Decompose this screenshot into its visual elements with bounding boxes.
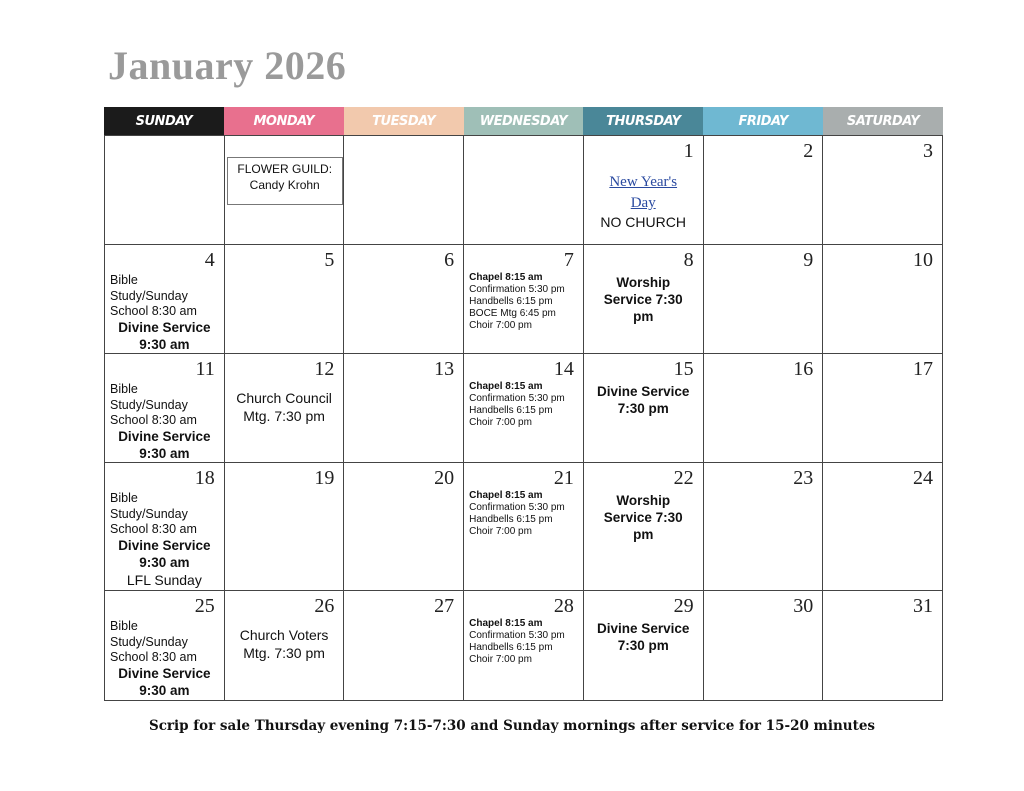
- day-cell: [105, 354, 225, 463]
- flower-guild-text: FLOWER GUILD:: [237, 162, 333, 176]
- day-number: 19: [314, 467, 335, 489]
- day-cell: [584, 354, 704, 463]
- calendar-grid: [104, 135, 943, 701]
- event-text: Chapel 8:15 am: [469, 618, 543, 629]
- weekday-header-wednesday: WEDNESDAY: [464, 107, 584, 135]
- day-cell: [464, 245, 584, 354]
- event-text: Chapel 8:15 am: [469, 490, 543, 501]
- month-title: January 2026: [108, 43, 347, 88]
- event-text: Service 7:30: [603, 509, 683, 525]
- day-cell: [225, 136, 345, 245]
- event-text: Service 7:30: [603, 291, 683, 307]
- day-cell: [105, 136, 225, 245]
- day-cell: [344, 463, 464, 591]
- day-number: 18: [194, 467, 215, 489]
- event-list: [589, 172, 698, 232]
- event-text: Mtg. 7:30 pm: [243, 407, 325, 424]
- event-list: [230, 390, 339, 425]
- event-text: Worship: [616, 493, 671, 508]
- day-cell: [584, 463, 704, 591]
- event-text: Bible: [110, 382, 138, 396]
- event-text: Church Voters: [239, 627, 329, 643]
- day-number: 17: [913, 358, 933, 380]
- day-cell: [823, 245, 943, 354]
- event-text: Confirmation 5:30 pm: [469, 284, 565, 295]
- event-text: 9:30 am: [139, 554, 190, 570]
- day-number: 27: [434, 595, 455, 617]
- event-text: Handbells 6:15 pm: [469, 296, 553, 307]
- event-text: 7:30 pm: [617, 400, 669, 416]
- day-number: 7: [563, 249, 574, 271]
- day-number: 22: [673, 467, 694, 489]
- event-text: Study/Sunday: [110, 506, 188, 521]
- day-cell: [225, 354, 345, 463]
- event-text: Choir 7:00 pm: [469, 526, 532, 537]
- day-cell: [584, 136, 704, 245]
- day-cell: [105, 463, 225, 591]
- event-text: Confirmation 5:30 pm: [469, 393, 565, 404]
- day-number: 4: [204, 249, 215, 271]
- day-cell: [704, 354, 824, 463]
- holiday-link[interactable]: New Year's: [609, 174, 678, 190]
- day-cell: [464, 136, 584, 245]
- day-number: 5: [324, 249, 335, 271]
- event-list: [110, 491, 219, 589]
- event-text: Choir 7:00 pm: [469, 320, 532, 331]
- day-cell: [823, 354, 943, 463]
- day-number: 25: [194, 595, 215, 617]
- day-cell: [225, 591, 345, 701]
- day-number: 29: [673, 595, 694, 617]
- event-text: Divine Service: [118, 665, 211, 681]
- day-number: 28: [553, 595, 574, 617]
- day-cell: [344, 591, 464, 701]
- event-list: [469, 490, 578, 538]
- event-text: 9:30 am: [139, 445, 190, 461]
- event-text: Handbells 6:15 pm: [469, 405, 553, 416]
- event-text: Worship: [616, 275, 671, 290]
- day-cell: [704, 591, 824, 701]
- day-cell: [584, 245, 704, 354]
- event-text: Chapel 8:15 am: [469, 272, 543, 283]
- day-cell: [704, 245, 824, 354]
- event-text: pm: [633, 526, 654, 542]
- day-cell: [225, 245, 345, 354]
- day-cell: [823, 136, 943, 245]
- day-number: 23: [793, 467, 814, 489]
- event-list: [589, 493, 698, 544]
- event-list: [110, 273, 219, 354]
- event-list: [589, 621, 698, 655]
- day-number: 11: [195, 358, 215, 380]
- day-cell: [584, 591, 704, 701]
- event-list: [589, 384, 698, 418]
- day-number: 14: [553, 358, 574, 380]
- day-number: 24: [913, 467, 933, 489]
- event-text: Choir 7:00 pm: [469, 654, 532, 665]
- event-text: LFL Sunday: [126, 571, 202, 588]
- day-number: 1: [683, 140, 694, 162]
- day-number: 15: [673, 358, 694, 380]
- event-list: [469, 618, 578, 666]
- day-cell: [704, 136, 824, 245]
- event-text: Study/Sunday: [110, 634, 188, 649]
- weekday-header-monday: MONDAY: [224, 107, 344, 135]
- day-cell: [344, 354, 464, 463]
- day-number: 3: [923, 140, 933, 162]
- event-list: [469, 381, 578, 429]
- day-cell: [704, 463, 824, 591]
- flower-guild-box: [227, 157, 343, 205]
- event-text: School 8:30 am: [110, 522, 197, 537]
- event-text: Bible: [110, 619, 138, 633]
- event-list: [110, 619, 219, 700]
- event-text: Divine Service: [118, 537, 211, 553]
- day-cell: [823, 591, 943, 701]
- day-number: 9: [803, 249, 814, 271]
- event-text: School 8:30 am: [110, 304, 197, 319]
- day-cell: [105, 245, 225, 354]
- event-text: Divine Service: [597, 621, 690, 636]
- event-text: Divine Service: [597, 384, 690, 399]
- day-cell: [464, 354, 584, 463]
- event-text: Confirmation 5:30 pm: [469, 630, 565, 641]
- day-number: 6: [444, 249, 455, 271]
- event-text: Study/Sunday: [110, 397, 188, 412]
- event-text: pm: [633, 308, 654, 324]
- day-cell: [225, 463, 345, 591]
- event-text: Divine Service: [118, 319, 211, 335]
- weekday-header-row: [104, 107, 943, 135]
- event-text: 9:30 am: [139, 336, 190, 352]
- day-cell: [464, 591, 584, 701]
- event-text: Bible: [110, 273, 138, 287]
- day-number: 20: [434, 467, 455, 489]
- day-cell: [464, 463, 584, 591]
- event-text: Study/Sunday: [110, 288, 188, 303]
- weekday-header-sunday: SUNDAY: [104, 107, 224, 135]
- day-cell: [344, 245, 464, 354]
- weekday-header-saturday: SATURDAY: [823, 107, 943, 135]
- day-cell: [823, 463, 943, 591]
- event-list: [589, 275, 698, 326]
- day-number: 16: [793, 358, 814, 380]
- day-number: 21: [553, 467, 574, 489]
- event-list: [110, 382, 219, 463]
- event-text: School 8:30 am: [110, 650, 197, 665]
- event-text: Mtg. 7:30 pm: [243, 644, 325, 661]
- footer-note: Scrip for sale Thursday evening 7:15-7:30 and Sunday mornings after service for 15-20 minutes: [148, 718, 876, 734]
- event-text: Chapel 8:15 am: [469, 381, 543, 392]
- event-text: Church Council: [236, 390, 332, 406]
- day-cell: [105, 591, 225, 701]
- event-text: Choir 7:00 pm: [469, 417, 532, 428]
- event-text: Confirmation 5:30 pm: [469, 502, 565, 513]
- event-text: Bible: [110, 491, 138, 505]
- event-list: [469, 272, 578, 332]
- event-text: NO CHURCH: [600, 214, 686, 230]
- flower-guild-text: Candy Krohn: [249, 177, 320, 192]
- event-text: Handbells 6:15 pm: [469, 642, 553, 653]
- event-text: Divine Service: [118, 428, 211, 444]
- day-number: 2: [803, 140, 814, 162]
- weekday-header-friday: FRIDAY: [703, 107, 823, 135]
- day-number: 12: [314, 358, 335, 380]
- weekday-header-tuesday: TUESDAY: [344, 107, 464, 135]
- event-text: 9:30 am: [139, 682, 190, 698]
- event-text: BOCE Mtg 6:45 pm: [469, 308, 556, 319]
- calendar: [104, 107, 943, 701]
- day-number: 30: [793, 595, 814, 617]
- event-list: [230, 627, 339, 662]
- day-number: 31: [913, 595, 933, 617]
- day-number: 10: [913, 249, 933, 271]
- event-text: School 8:30 am: [110, 413, 197, 428]
- day-cell: [344, 136, 464, 245]
- day-number: 13: [434, 358, 455, 380]
- day-number: 26: [314, 595, 335, 617]
- weekday-header-thursday: THURSDAY: [583, 107, 703, 135]
- holiday-link[interactable]: Day: [630, 195, 656, 211]
- day-number: 8: [683, 249, 694, 271]
- event-text: 7:30 pm: [617, 637, 669, 653]
- event-text: Handbells 6:15 pm: [469, 514, 553, 525]
